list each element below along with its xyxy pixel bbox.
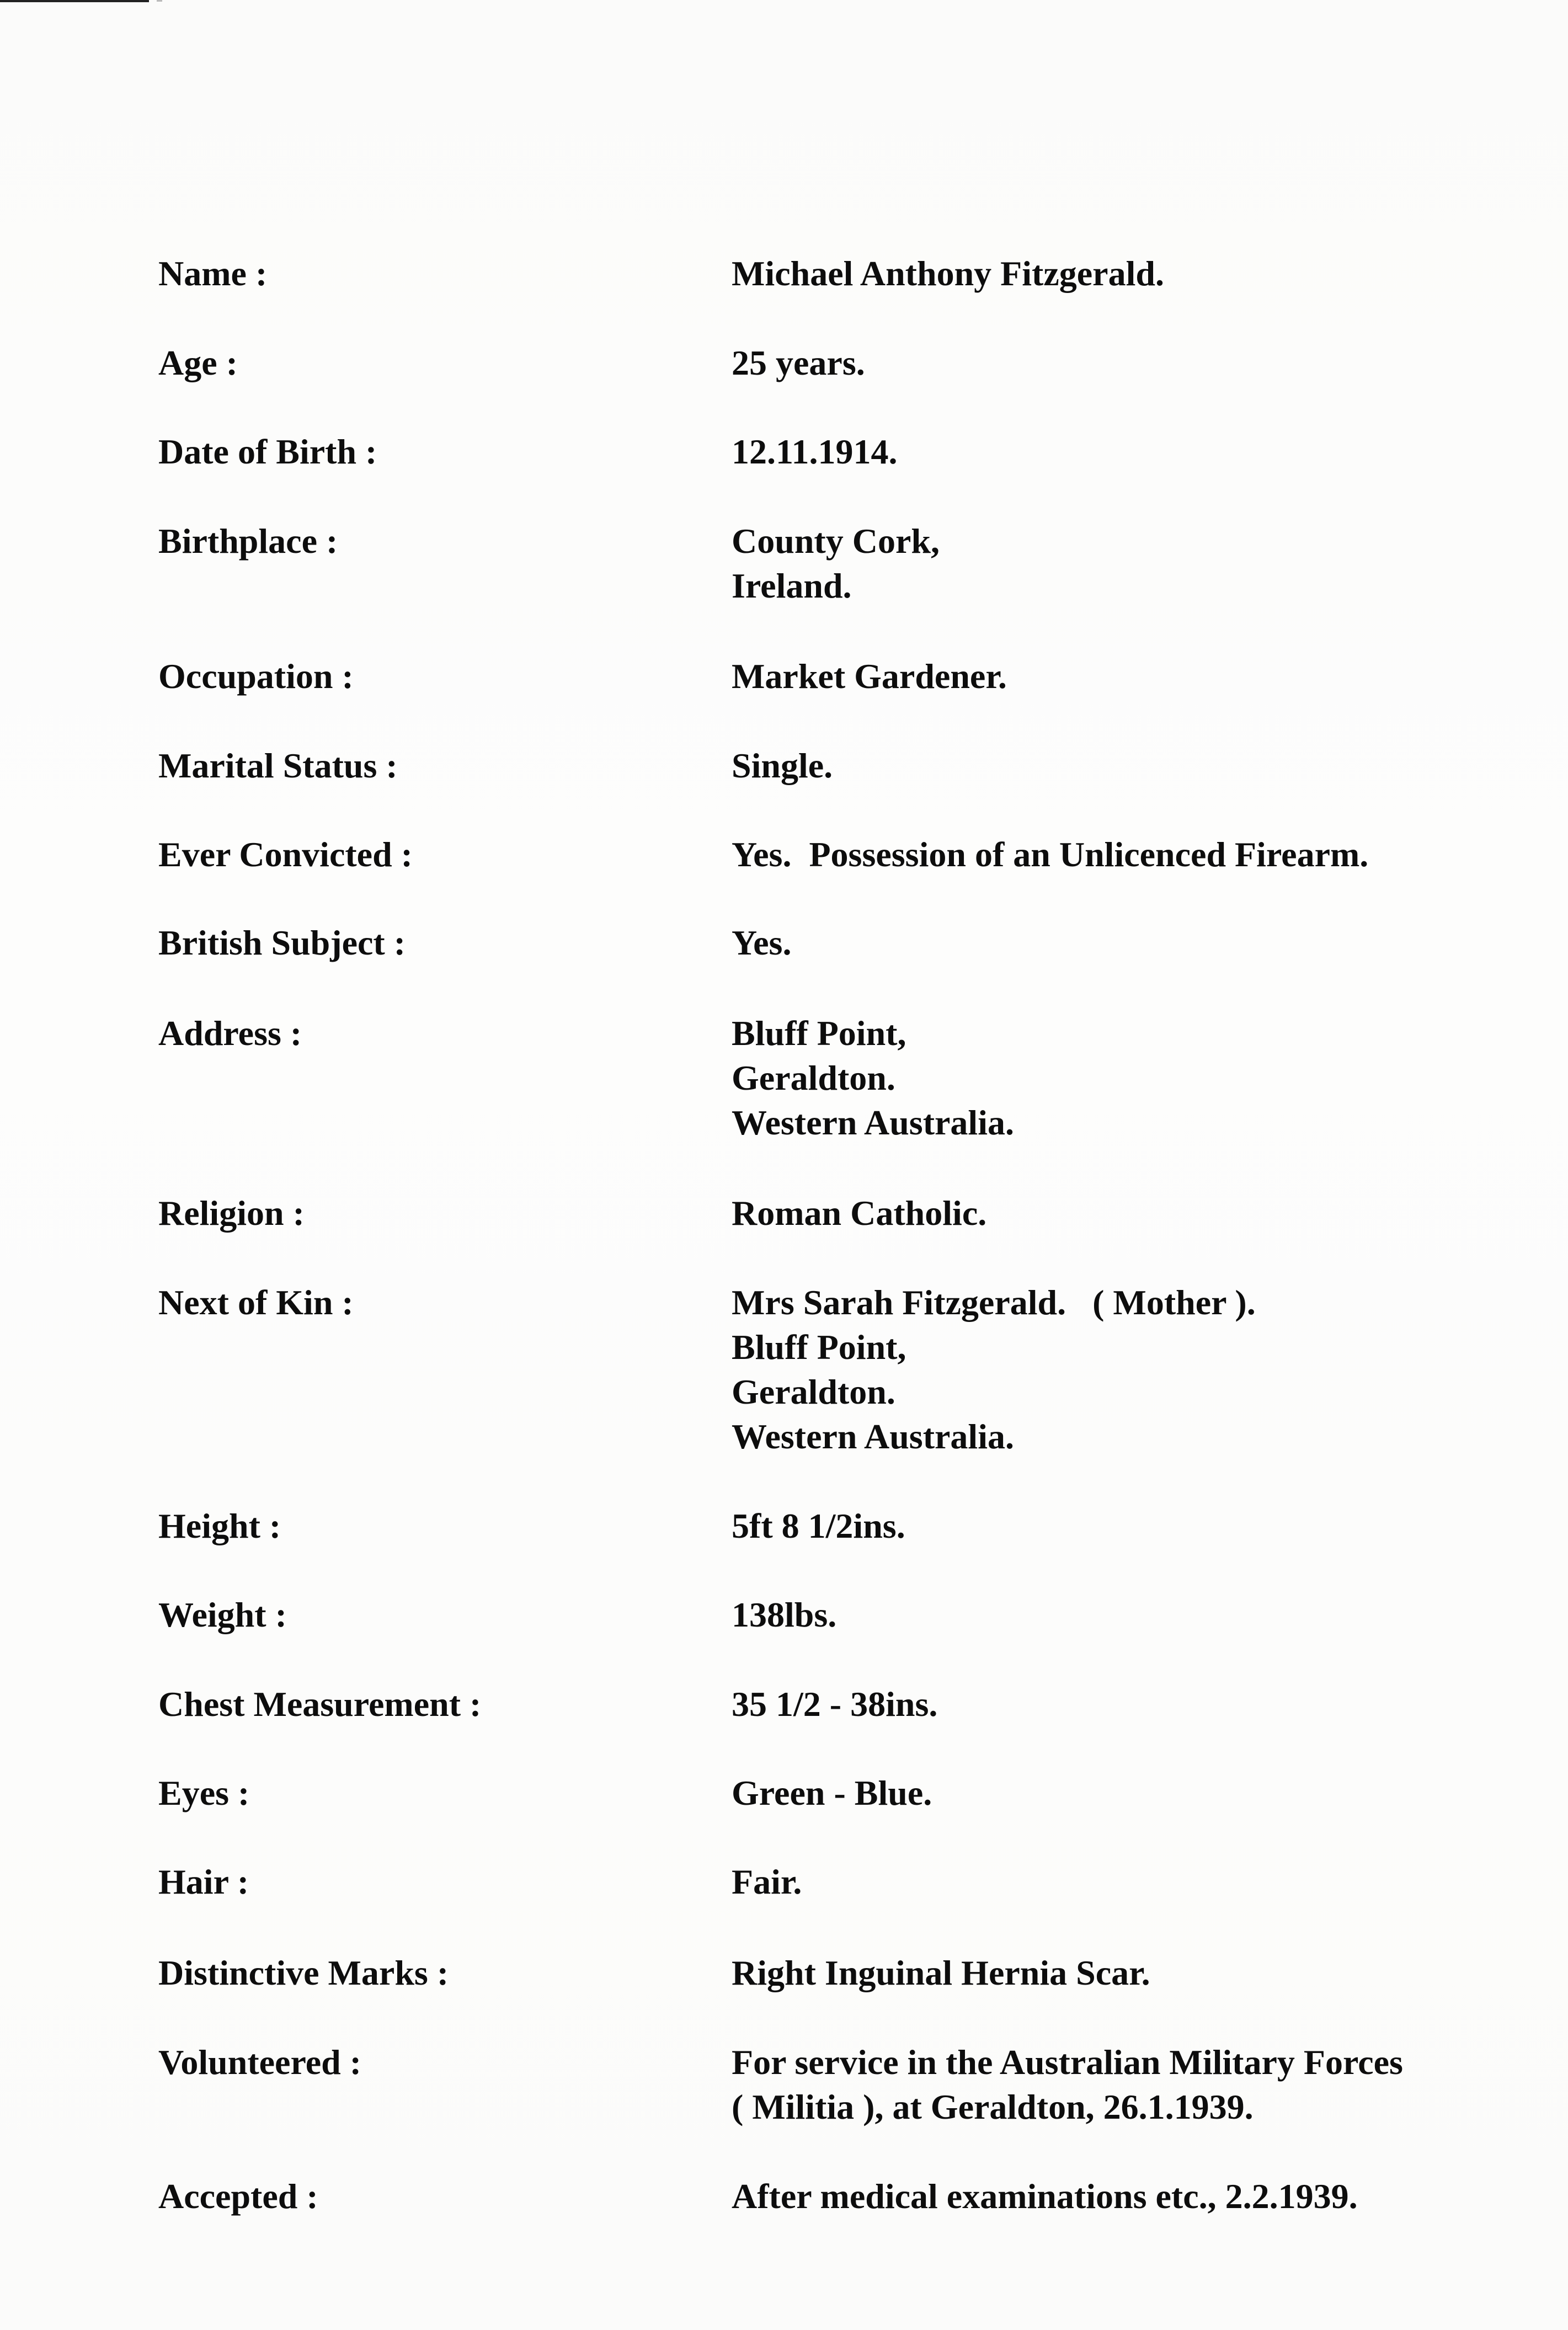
field-value <box>732 743 833 788</box>
field-value-line: 12.11.1914. <box>732 432 898 471</box>
field-value-line: Fair. <box>732 1862 802 1901</box>
field-value <box>732 1280 1256 1459</box>
field-value <box>732 1859 802 1904</box>
field-label: Birthplace : <box>158 521 338 561</box>
field-label: Eyes : <box>158 1773 250 1812</box>
field-value-line: After medical examinations etc., 2.2.1939. <box>732 2177 1358 2216</box>
field-value <box>732 251 1164 296</box>
field-value <box>732 1950 1150 1995</box>
field-label: Date of Birth : <box>158 432 377 471</box>
field-value-line: Ireland. <box>732 566 852 605</box>
field-label: Volunteered : <box>158 2043 361 2082</box>
field-label: Ever Convicted : <box>158 835 413 874</box>
field-value <box>732 1682 937 1726</box>
field-value-line: Yes. Possession of an Unlicenced Firearm. <box>732 835 1369 874</box>
field-value-line: Single. <box>732 746 833 785</box>
field-value <box>732 1011 1014 1145</box>
field-label: Age : <box>158 343 238 382</box>
field-value <box>732 429 897 474</box>
field-value-line: Right Inguinal Hernia Scar. <box>732 1953 1150 1992</box>
field-label: Hair : <box>158 1862 249 1901</box>
field-label: Weight : <box>158 1595 287 1634</box>
field-value-line: Western Australia. <box>732 1103 1014 1142</box>
field-value-line: Green - Blue. <box>732 1773 932 1812</box>
field-value <box>732 920 791 965</box>
field-value <box>732 2174 1358 2219</box>
field-value <box>732 1592 836 1637</box>
field-value <box>732 832 1368 877</box>
field-label: Name : <box>158 254 268 293</box>
field-label: Marital Status : <box>158 746 398 785</box>
field-value-line: For service in the Australian Military Forces <box>732 2043 1403 2082</box>
field-value <box>732 654 1007 699</box>
field-value-line: 5ft 8 1/2ins. <box>732 1506 905 1545</box>
field-value-line: 35 1/2 - 38ins. <box>732 1684 938 1724</box>
field-label: Accepted : <box>158 2177 318 2216</box>
field-value-line: Michael Anthony Fitzgerald. <box>732 254 1164 293</box>
field-value-line: Yes. <box>732 923 792 962</box>
field-value-line: County Cork, <box>732 521 940 561</box>
field-value-line: Bluff Point, <box>732 1327 906 1367</box>
field-value-line: Western Australia. <box>732 1417 1014 1456</box>
field-value-line: Bluff Point, <box>732 1014 906 1053</box>
field-value <box>732 340 865 385</box>
field-label: Chest Measurement : <box>158 1684 482 1724</box>
field-value <box>732 519 940 608</box>
field-value-line: Market Gardener. <box>732 657 1007 696</box>
field-label: Next of Kin : <box>158 1283 354 1322</box>
field-value-line: ( Militia ), at Geraldton, 26.1.1939. <box>732 2087 1254 2126</box>
field-value-line: Mrs Sarah Fitzgerald. ( Mother ). <box>732 1283 1256 1322</box>
field-label: British Subject : <box>158 923 406 962</box>
field-label: Address : <box>158 1014 302 1053</box>
field-value-line: 138lbs. <box>732 1595 837 1634</box>
field-value-line: Geraldton. <box>732 1058 895 1097</box>
field-value <box>732 1503 905 1548</box>
field-value <box>732 1771 932 1815</box>
field-value <box>732 2040 1403 2129</box>
field-label: Occupation : <box>158 657 354 696</box>
field-value <box>732 1191 986 1235</box>
field-label: Distinctive Marks : <box>158 1953 449 1992</box>
field-value-line: Geraldton. <box>732 1372 895 1411</box>
field-label: Religion : <box>158 1193 305 1233</box>
field-value-line: 25 years. <box>732 343 865 382</box>
field-label: Height : <box>158 1506 281 1545</box>
field-value-line: Roman Catholic. <box>732 1193 987 1233</box>
